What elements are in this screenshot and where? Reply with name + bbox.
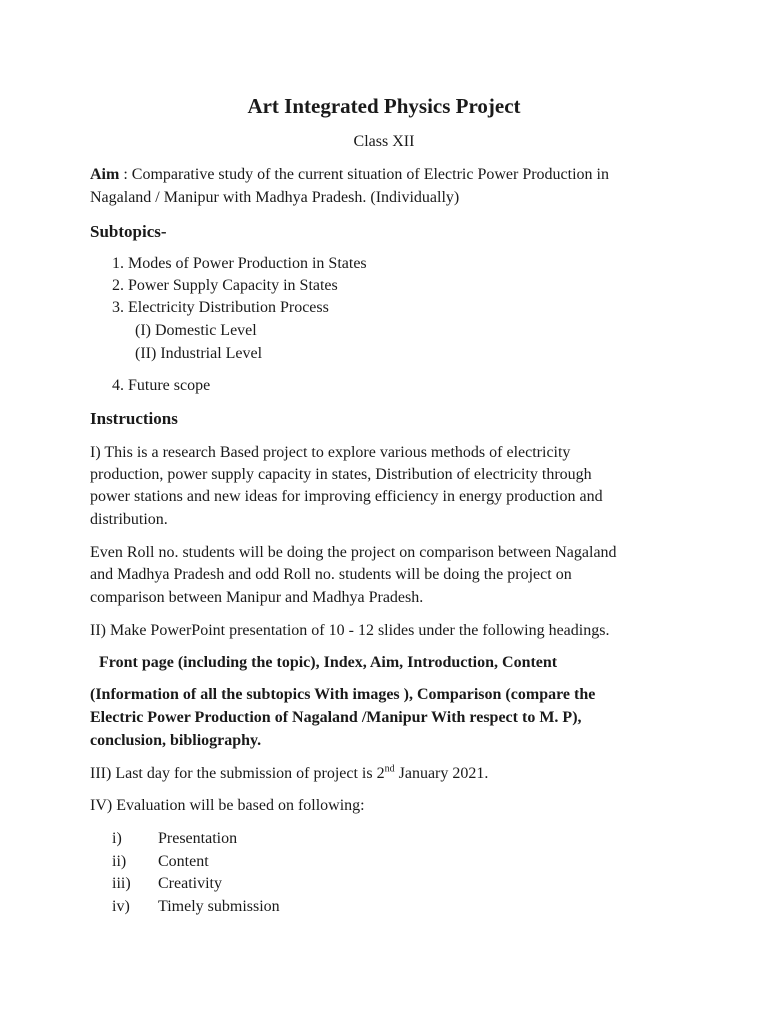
evaluation-intro: IV) Evaluation will be based on following: bbox=[90, 797, 365, 814]
evaluation-item: Creativity bbox=[158, 875, 222, 892]
instructions-heading: Instructions bbox=[90, 409, 178, 428]
paragraph-line: power stations and new ideas for improving efficiency in energy production and bbox=[90, 488, 603, 505]
evaluation-number: ii) bbox=[112, 853, 127, 870]
paragraph-line: Even Roll no. students will be doing the project on comparison between Nagaland bbox=[90, 544, 617, 561]
evaluation-number: iii) bbox=[112, 875, 131, 892]
aim-text-1: : Comparative study of the current situation of Electric Power Production in bbox=[119, 166, 609, 183]
paragraph-line: II) Make PowerPoint presentation of 10 - 12 slides under the following headings. bbox=[90, 622, 610, 639]
aim-label: Aim bbox=[90, 166, 120, 183]
paragraph-line: distribution. bbox=[90, 511, 168, 528]
paragraph-line: comparison between Manipur and Madhya Pradesh. bbox=[90, 589, 424, 606]
deadline-superscript: nd bbox=[384, 763, 395, 775]
evaluation-number: i) bbox=[112, 830, 122, 847]
deadline-text-end: January 2021. bbox=[394, 765, 489, 782]
aim-line-2: Nagaland / Manipur with Madhya Pradesh. (Individually) bbox=[90, 189, 460, 206]
deadline-text: III) Last day for the submission of project is 2 bbox=[90, 765, 385, 782]
paragraph-line: production, power supply capacity in states, Distribution of electricity through bbox=[90, 466, 592, 483]
subtopic-item: 3. Electricity Distribution Process bbox=[112, 299, 329, 316]
headings-list-line: (Information of all the subtopics With images ), Comparison (compare the bbox=[90, 686, 596, 703]
evaluation-item: Content bbox=[158, 853, 209, 870]
headings-list-line: conclusion, bibliography. bbox=[90, 732, 262, 749]
headings-list-line: Front page (including the topic), Index, Aim, Introduction, Content bbox=[99, 654, 558, 671]
class-line: Class XII bbox=[353, 133, 415, 150]
evaluation-item: Presentation bbox=[158, 830, 238, 847]
subtopics-heading: Subtopics- bbox=[90, 222, 167, 241]
paragraph-line: and Madhya Pradesh and odd Roll no. students will be doing the project on bbox=[90, 566, 572, 583]
subtopic-item: 1. Modes of Power Production in States bbox=[112, 255, 367, 272]
paragraph-line: I) This is a research Based project to explore various methods of electricity bbox=[90, 444, 571, 461]
subtopic-subitem: (II) Industrial Level bbox=[135, 345, 263, 362]
deadline-line bbox=[90, 765, 488, 783]
subtopic-subitem: (I) Domestic Level bbox=[135, 322, 257, 339]
document-title: Art Integrated Physics Project bbox=[247, 94, 521, 118]
headings-list-line: Electric Power Production of Nagaland /Manipur With respect to M. P), bbox=[90, 709, 582, 726]
subtopic-item: 2. Power Supply Capacity in States bbox=[112, 277, 338, 294]
subtopic-item: 4. Future scope bbox=[112, 377, 211, 394]
aim-line-1 bbox=[90, 166, 609, 184]
evaluation-item: Timely submission bbox=[158, 898, 280, 915]
evaluation-number: iv) bbox=[112, 898, 130, 915]
